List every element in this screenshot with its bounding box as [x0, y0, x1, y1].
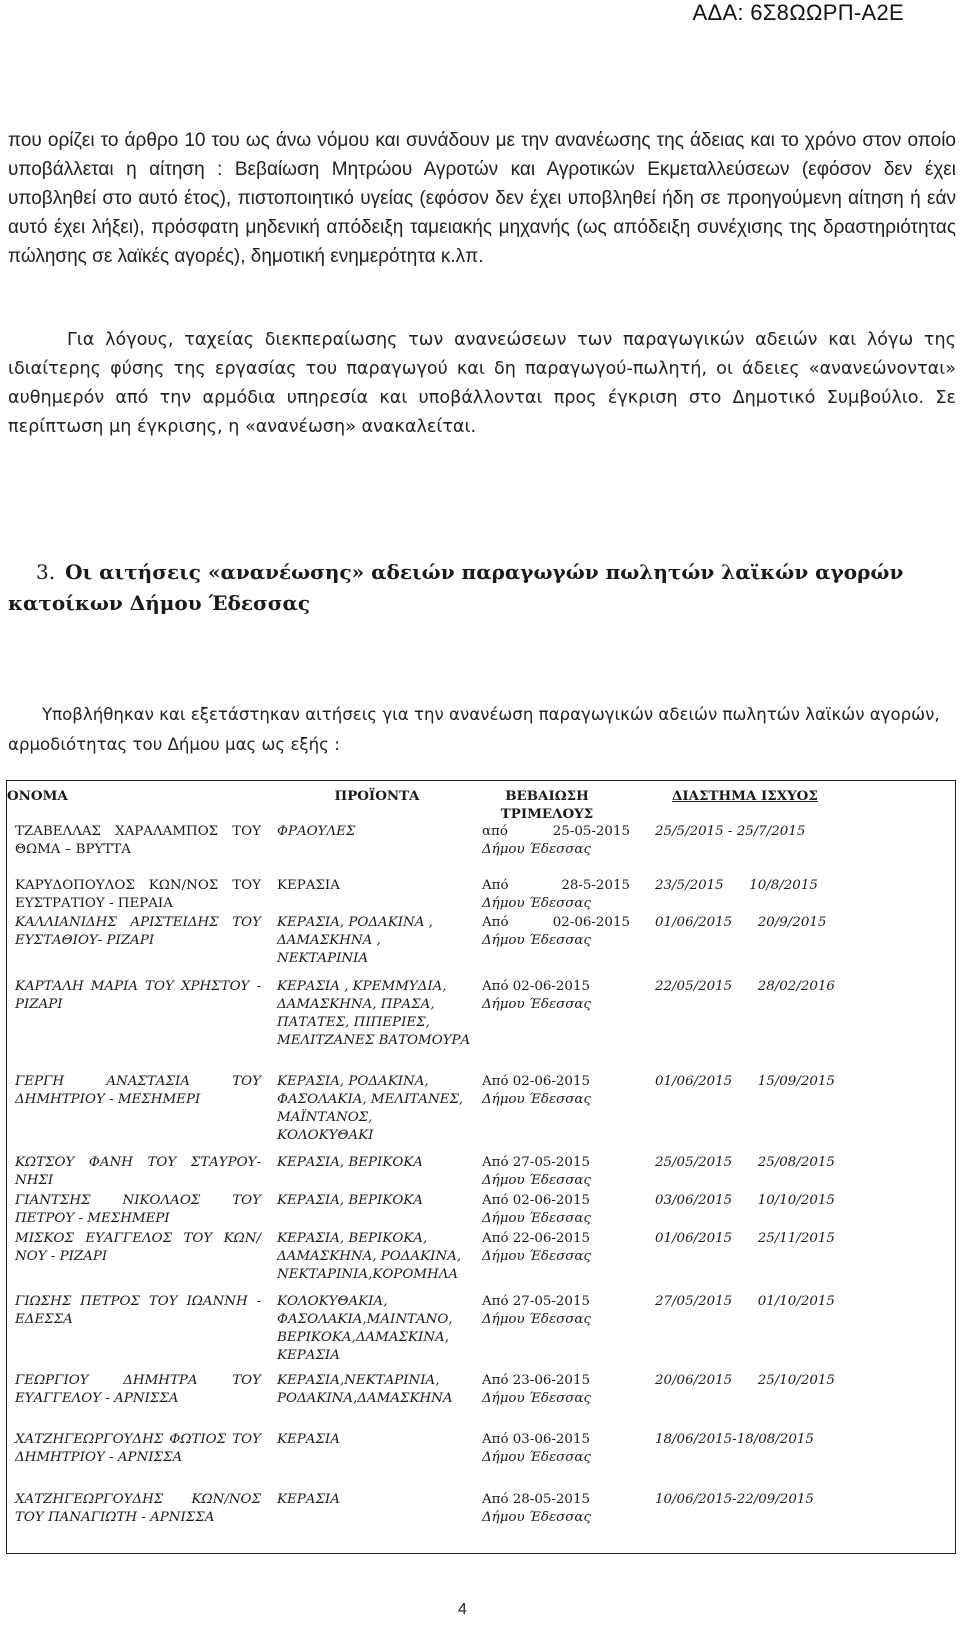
- row-products: ΚΕΡΑΣΙΑ, ΒΕΡΙΚΟΚΑ: [277, 1193, 423, 1208]
- cert-place: Δήμου Έδεσσας: [482, 1450, 591, 1465]
- cert-prefix: Από: [482, 915, 509, 930]
- row-validity: 25/5/2015 - 25/7/2015: [655, 824, 806, 839]
- row-name: ΧΑΤΖΗΓΕΩΡΓΟΥΔΗΣ ΦΩΤΙΟΣ ΤΟΥ ΔΗΜΗΤΡΙΟΥ - ΑΡΝΙΣΣΑ: [15, 1432, 261, 1465]
- cert-line: Από 02-06-2015: [482, 1074, 590, 1089]
- cert-prefix: από: [482, 824, 508, 839]
- cert-place: Δήμου Έδεσσας: [482, 997, 591, 1012]
- row-validity: 01/06/2015 25/11/2015: [655, 1231, 835, 1246]
- cert-place: Δήμου Έδεσσας: [482, 1092, 591, 1107]
- ada-code: ΑΔΑ: 6Σ8ΩΩΡΠ-Α2Ε: [692, 0, 904, 25]
- row-name: ΚΑΡΥΔΟΠΟΥΛΟΣ ΚΩΝ/ΝΟΣ ΤΟΥ ΕΥΣΤΡΑΤΙΟΥ - ΠΕΡΑΙΑ: [15, 878, 261, 911]
- cert-place: Δήμου Έδεσσας: [482, 842, 591, 857]
- cert-line: Από 27-05-2015: [482, 1294, 590, 1309]
- cert-place: Δήμου Έδεσσας: [482, 1312, 591, 1327]
- row-validity: 01/06/2015 15/09/2015: [655, 1074, 835, 1089]
- row-products: ΚΕΡΑΣΙΑ, ΒΕΡΙΚΟΚΑ: [277, 1155, 423, 1170]
- row-certificate: [482, 1293, 612, 1329]
- row-validity: 01/06/2015 20/9/2015: [655, 915, 827, 930]
- row-validity: 25/05/2015 25/08/2015: [655, 1155, 835, 1170]
- cert-line: Από 28-05-2015: [482, 1492, 590, 1507]
- row-name: ΤΖΑΒΕΛΛΑΣ ΧΑΡΑΛΑΜΠΟΣ ΤΟΥ ΘΩΜΑ – ΒΡΥΤΤΑ: [15, 824, 261, 857]
- paragraph-requirements: που ορίζει το άρθρο 10 του ως άνω νόμου και συνάδουν με την ανανέωσης της άδειας και το χρόνο στον οποίο υποβάλλεται η αίτηση : Βεβαίωση Μητρώου Αγροτών και Αγροτικών Εκμεταλλεύσεων (εφόσον δεν έχει υποβληθεί στο αυτό έτος), πιστοποιητικό υγείας (εφόσον δεν έχει υποβληθεί ήδη σε προηγούμενη αίτηση ή εάν αυτό έχει λήξει), πρόσφατη μηδενική απόδειξη ταμειακής μηχανής (ως απόδειξη συνέχισης της δραστηριότητας πώλησης σε λαϊκές αγορές), δημοτική ενημερότητα κ.λπ.: [8, 130, 956, 267]
- cert-place: Δήμου Έδεσσας: [482, 1249, 591, 1264]
- licenses-table: [6, 780, 956, 1554]
- cert-place: Δήμου Έδεσσας: [482, 896, 591, 911]
- row-products: ΚΕΡΑΣΙΑ , ΚΡΕΜΜΥΔΙΑ, ΔΑΜΑΣΚΗΝΑ, ΠΡΑΣΑ, ΠΑΤΑΤΕΣ, ΠΙΠΕΡΙΕΣ, ΜΕΛΙΤΖΑΝΕΣ ΒΑΤΟΜΟΥΡΑ: [277, 979, 471, 1048]
- cert-place: Δήμου Έδεσσας: [482, 1510, 591, 1525]
- row-products: ΦΡΑΟΥΛΕΣ: [277, 824, 356, 839]
- row-certificate: [482, 1372, 612, 1408]
- row-name: ΓΙΑΝΤΣΗΣ ΝΙΚΟΛΑΟΣ ΤΟΥ ΠΕΤΡΟΥ - ΜΕΣΗΜΕΡΙ: [15, 1193, 261, 1226]
- row-certificate: [482, 1431, 612, 1467]
- row-certificate: [482, 1491, 612, 1527]
- row-products: ΚΕΡΑΣΙΑ, ΡΟΔΑΚΙΝΑ , ΔΑΜΑΣΚΗΝΑ , ΝΕΚΤΑΡΙΝΙΑ: [277, 915, 433, 966]
- row-validity: 20/06/2015 25/10/2015: [655, 1373, 835, 1388]
- row-products: ΚΕΡΑΣΙΑ: [277, 1432, 340, 1447]
- row-certificate: [482, 1154, 612, 1190]
- row-certificate: [482, 877, 630, 913]
- cert-place: Δήμου Έδεσσας: [482, 1391, 591, 1406]
- cert-line: Από 23-06-2015: [482, 1373, 590, 1388]
- row-name: ΓΙΩΣΗΣ ΠΕΤΡΟΣ ΤΟΥ ΙΩΑΝΝΗ - ΕΔΕΣΣΑ: [15, 1294, 261, 1327]
- row-name: ΚΩΤΣΟΥ ΦΑΝΗ ΤΟΥ ΣΤΑΥΡΟΥ-ΝΗΣΙ: [15, 1155, 261, 1188]
- paragraph-renewal-process: Για λόγους, ταχείας διεκπεραίωσης των ανανεώσεων των παραγωγικών αδειών και λόγω της ιδιαίτερης φύσης της εργασίας του παραγωγού και δη παραγωγού-πωλητή, οι άδειες «ανανεώνονται» αυθημερόν από την αρμόδια υπηρεσία και υποβάλλονται προς έγκριση στο Δημοτικό Συμβούλιο. Σε περίπτωση μη έγκρισης, η «ανανέωση» ανακαλείται.: [8, 330, 956, 437]
- section-heading: [8, 557, 956, 619]
- row-validity: 18/06/2015-18/08/2015: [655, 1432, 814, 1447]
- cert-line: Από 02-06-2015: [482, 1193, 590, 1208]
- row-products: ΚΕΡΑΣΙΑ,ΝΕΚΤΑΡΙΝΙΑ, ΡΟΔΑΚΙΝΑ,ΔΑΜΑΣΚΗΝΑ: [277, 1373, 453, 1406]
- row-certificate: [482, 978, 612, 1014]
- row-certificate: [482, 1192, 612, 1228]
- section-number: 3.: [36, 560, 56, 584]
- header-name: ΟΝΟΜΑ: [7, 788, 68, 804]
- cert-date: 02-06-2015: [552, 915, 630, 930]
- intro-paragraph: Υποβλήθηκαν και εξετάστηκαν αιτήσεις για την ανανέωση παραγωγικών αδειών πωλητών λαϊκών αγορών, αρμοδιότητας του Δήμου μας ως εξής :: [8, 705, 940, 754]
- row-name: ΓΕΡΓΗ ΑΝΑΣΤΑΣΙΑ ΤΟΥ ΔΗΜΗΤΡΙΟΥ - ΜΕΣΗΜΕΡΙ: [15, 1074, 261, 1107]
- row-certificate: [482, 914, 630, 950]
- cert-date: 28-5-2015: [561, 878, 630, 893]
- cert-line: Από 27-05-2015: [482, 1155, 590, 1170]
- section-title: Οι αιτήσεις «ανανέωσης» αδειών παραγωγών πωλητών λαϊκών αγορών κατοίκων Δήμου Έδεσσας: [8, 560, 904, 615]
- cert-line: Από 22-06-2015: [482, 1231, 590, 1246]
- cert-prefix: Από: [482, 878, 509, 893]
- row-certificate: [482, 1073, 612, 1109]
- row-name: ΓΕΩΡΓΙΟΥ ΔΗΜΗΤΡΑ ΤΟΥ ΕΥΑΓΓΕΛΟΥ - ΑΡΝΙΣΣΑ: [15, 1373, 261, 1406]
- row-products: ΚΕΡΑΣΙΑ: [277, 878, 340, 893]
- cert-line: Από 03-06-2015: [482, 1432, 590, 1447]
- row-validity: 27/05/2015 01/10/2015: [655, 1294, 835, 1309]
- row-name: ΜΙΣΚΟΣ ΕΥΑΓΓΕΛΟΣ ΤΟΥ ΚΩΝ/ΝΟΥ - ΡΙΖΑΡΙ: [15, 1231, 261, 1264]
- cert-date: 25-05-2015: [552, 824, 630, 839]
- row-name: ΧΑΤΖΗΓΕΩΡΓΟΥΔΗΣ ΚΩΝ/ΝΟΣ ΤΟΥ ΠΑΝΑΓΙΩΤΗ - ΑΡΝΙΣΣΑ: [15, 1492, 261, 1525]
- page-number: 4: [458, 1601, 467, 1618]
- row-certificate: [482, 823, 630, 859]
- row-name: ΚΑΛΛΙΑΝΙΔΗΣ ΑΡΙΣΤΕΙΔΗΣ ΤΟΥ ΕΥΣΤΑΘΙΟΥ- ΡΙΖΑΡΙ: [15, 915, 261, 948]
- row-validity: 03/06/2015 10/10/2015: [655, 1193, 835, 1208]
- row-validity: 22/05/2015 28/02/2016: [655, 979, 835, 994]
- row-products: ΚΕΡΑΣΙΑ, ΡΟΔΑΚΙΝΑ, ΦΑΣΟΛΑΚΙΑ, ΜΕΛΙΤΑΝΕΣ, ΜΑΪΝΤΑΝΟΣ, ΚΟΛΟΚΥΘΑΚΙ: [277, 1074, 464, 1143]
- cert-line: Από 02-06-2015: [482, 979, 590, 994]
- row-products: ΚΟΛΟΚΥΘΑΚΙΑ, ΦΑΣΟΛΑΚΙΑ,ΜΑΙΝΤΑΝΟ, ΒΕΡΙΚΟΚΑ,ΔΑΜΑΣΚΙΝΑ, ΚΕΡΑΣΙΑ: [277, 1294, 453, 1363]
- cert-place: Δήμου Έδεσσας: [482, 1211, 591, 1226]
- cert-place: Δήμου Έδεσσας: [482, 933, 591, 948]
- row-name: ΚΑΡΤΑΛΗ ΜΑΡΙΑ ΤΟΥ ΧΡΗΣΤΟΥ - ΡΙΖΑΡΙ: [15, 979, 261, 1012]
- header-products: ΠΡΟΪΟΝΤΑ: [334, 788, 420, 804]
- cert-place: Δήμου Έδεσσας: [482, 1173, 591, 1188]
- header-certificate: ΒΕΒΑΙΩΣΗ ΤΡΙΜΕΛΟΥΣ: [500, 788, 594, 822]
- row-validity: 23/5/2015 10/8/2015: [655, 878, 818, 893]
- row-products: ΚΕΡΑΣΙΑ: [277, 1492, 340, 1507]
- row-certificate: [482, 1230, 612, 1266]
- row-validity: 10/06/2015-22/09/2015: [655, 1492, 814, 1507]
- row-products: ΚΕΡΑΣΙΑ, ΒΕΡΙΚΟΚΑ, ΔΑΜΑΣΚΗΝΑ, ΡΟΔΑΚΙΝΑ, ΝΕΚΤΑΡΙΝΙΑ,ΚΟΡΟΜΗΛΑ: [277, 1231, 462, 1282]
- header-validity: ΔΙΑΣΤΗΜΑ ΙΣΧΥΟΣ: [672, 788, 818, 804]
